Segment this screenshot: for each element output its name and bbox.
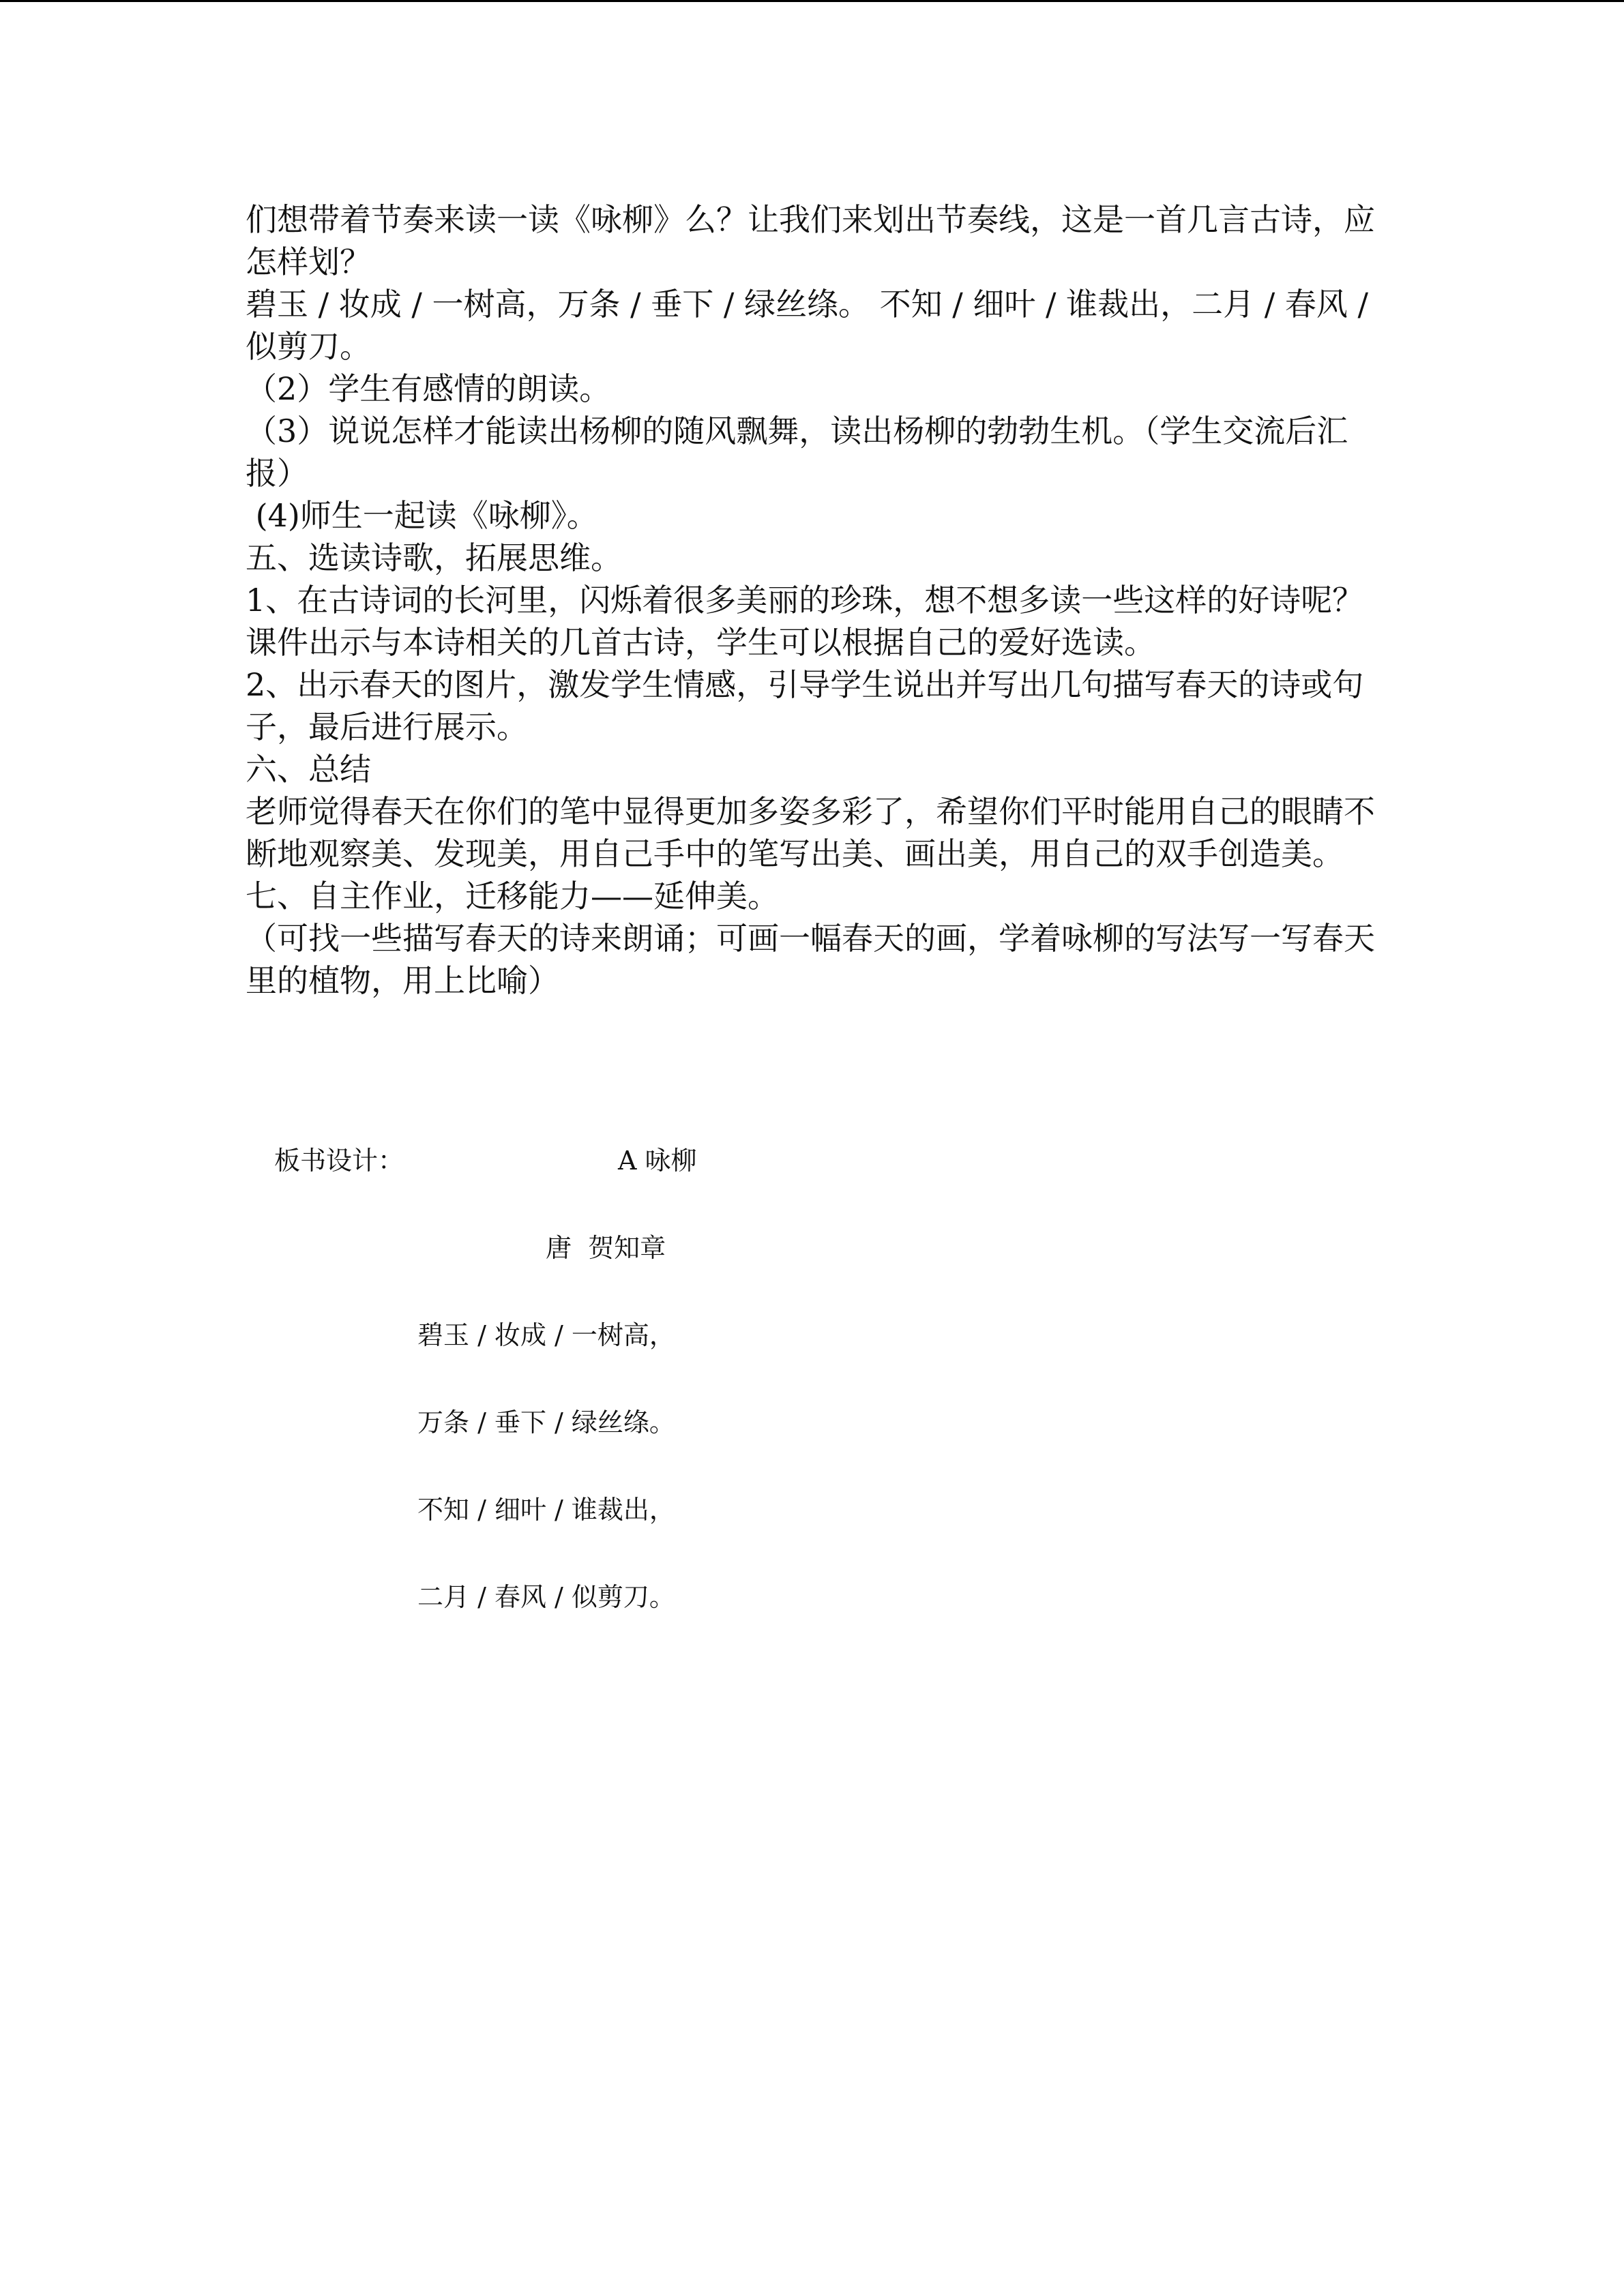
paragraph-item-2: 2、出示春天的图片，激发学生情感，引导学生说出并写出几句描写春天的诗或句子，最后进行展示。 bbox=[246, 666, 1364, 745]
board-poem-author: 唐 贺知章 bbox=[546, 1233, 666, 1263]
paragraph-rhythm-marking: 碧玉 / 妆成 / 一树高，万条 / 垂下 / 绿丝绦。 不知 / 细叶 / 谁裁出，二月 / 春风 / 似剪刀。 bbox=[246, 286, 1378, 365]
paragraph-courseware: 课件出示与本诗相关的几首古诗，学生可以根据自己的爱好选读。 bbox=[246, 624, 1155, 661]
board-poem-line: 碧玉 / 妆成 / 一树高， bbox=[417, 1320, 675, 1350]
paragraph-step-2: （2）学生有感情的朗读。 bbox=[246, 370, 611, 407]
paragraph-step-4: (4)师生一起读《咏柳》。 bbox=[246, 497, 598, 534]
board-poem-title: A 咏柳 bbox=[618, 1146, 697, 1176]
board-design-label: 板书设计： bbox=[274, 1146, 404, 1176]
board-poem-line: 不知 / 细叶 / 谁裁出， bbox=[417, 1495, 675, 1525]
paragraph-item-1: 1、在古诗词的长河里，闪烁着很多美丽的珍珠，想不想多读一些这样的好诗呢？ bbox=[246, 582, 1364, 618]
paragraph-step-3: （3）说说怎样才能读出杨柳的随风飘舞，读出杨柳的勃勃生机。（学生交流后汇报） bbox=[246, 413, 1348, 492]
board-poem-line: 万条 / 垂下 / 绿丝绦。 bbox=[417, 1407, 675, 1437]
section-heading-6: 六、总结 bbox=[246, 751, 371, 788]
lesson-body bbox=[246, 198, 1391, 1002]
paragraph-rhythm-question: 们想带着节奏来读一读《咏柳》么？让我们来划出节奏线，这是一首几言古诗，应怎样划？ bbox=[246, 201, 1375, 280]
board-poem-line: 二月 / 春风 / 似剪刀。 bbox=[417, 1582, 675, 1612]
section-heading-7: 七、自主作业，迁移能力——延伸美。 bbox=[246, 878, 779, 914]
paragraph-summary: 老师觉得春天在你们的笔中显得更加多姿多彩了，希望你们平时能用自己的眼睛不断地观察美、发现美，用自己手中的笔写出美、画出美，用自己的双手创造美。 bbox=[246, 793, 1375, 872]
section-heading-5: 五、选读诗歌，拓展思维。 bbox=[246, 539, 622, 576]
paragraph-homework: （可找一些描写春天的诗来朗诵；可画一幅春天的画，学着咏柳的写法写一写春天里的植物，用上比喻） bbox=[246, 920, 1375, 999]
